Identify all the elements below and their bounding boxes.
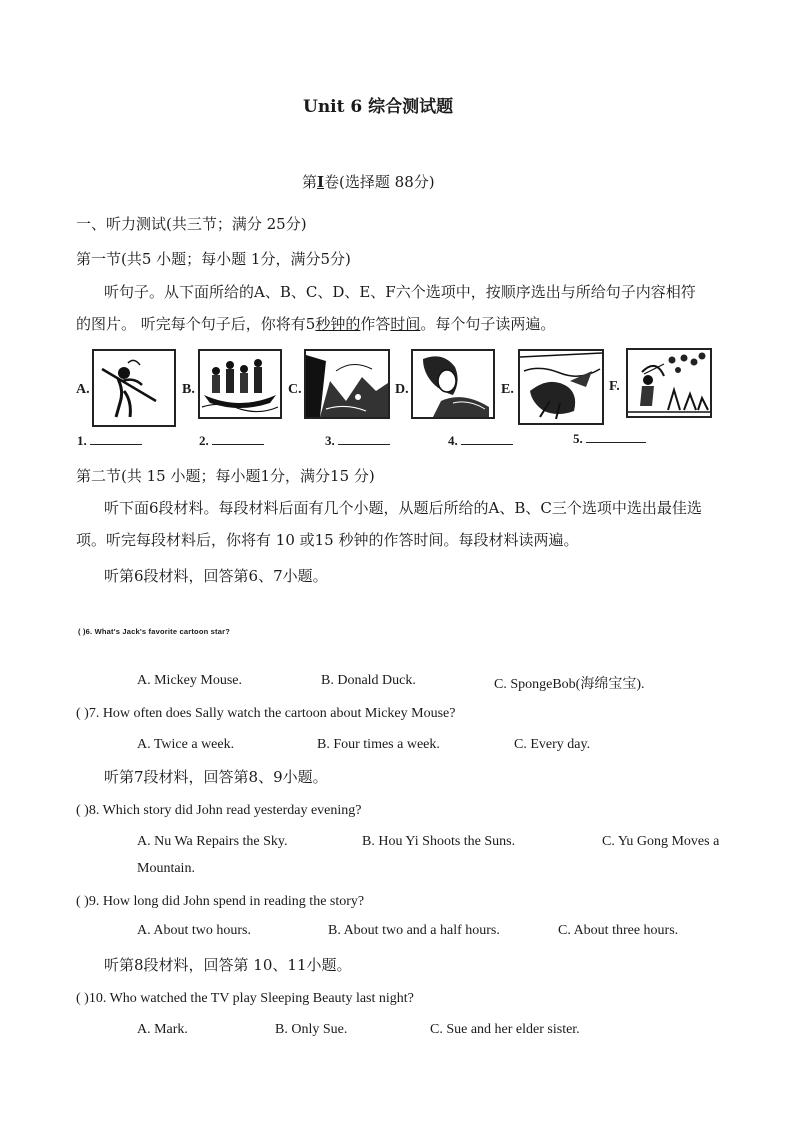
boat-crowd-icon: [198, 349, 282, 419]
q9-option-b[interactable]: B. About two and a half hours.: [328, 923, 500, 938]
q10-option-c[interactable]: C. Sue and her elder sister.: [430, 1022, 580, 1037]
answer-blank-5[interactable]: [573, 431, 646, 447]
monkey-king-icon: [92, 349, 176, 427]
section1-heading: 第一节(共5 小题；每小题 1分，满分5分): [76, 250, 351, 268]
q6-option-a[interactable]: A. Mickey Mouse.: [137, 673, 242, 688]
volume-suffix: 卷(选择题 88分): [324, 173, 435, 191]
q7-option-b[interactable]: B. Four times a week.: [317, 737, 440, 752]
blank-number: 2.: [199, 433, 209, 448]
q10-option-a[interactable]: A. Mark.: [137, 1022, 188, 1037]
q8-option-b[interactable]: B. Hou Yi Shoots the Suns.: [362, 834, 516, 849]
q6-option-c[interactable]: C. SpongeBob(海绵宝宝).: [494, 677, 645, 692]
question-10: ( )10. Who watched the TV play Sleeping Beauty last night?: [76, 991, 414, 1006]
picture-label-c: C.: [288, 382, 302, 397]
page-title: Unit 6 综合测试题: [303, 97, 454, 117]
picture-label-d: D.: [395, 382, 409, 397]
question-6: ( )6. What's Jack's favorite cartoon star?: [78, 627, 231, 636]
question-9: ( )9. How long did John spend in reading the story?: [76, 894, 365, 909]
q7-option-a[interactable]: A. Twice a week.: [137, 737, 235, 752]
section1-instruction-line2: [76, 313, 555, 334]
material-8-heading: 听第8段材料，回答第 10、11小题。: [104, 956, 352, 974]
instr-text: 作答: [360, 315, 391, 333]
archer-shooting-suns-icon: [626, 348, 712, 418]
figure-in-sky-icon: [518, 349, 604, 425]
material-6-heading: 听第6段材料，回答第6、7小题。: [104, 567, 328, 585]
answer-blank-3[interactable]: [325, 433, 390, 449]
q10-option-b[interactable]: B. Only Sue.: [275, 1022, 348, 1037]
instr-text: 的图片。 听完每个句子后，你将有5: [76, 315, 316, 333]
picture-label-e: E.: [501, 382, 514, 397]
mountain-landscape-icon: [304, 349, 390, 419]
section2-instruction-line1: 听下面6段材料。每段材料后面有几个小题，从题后所给的A、B、C三个选项中选出最佳选: [104, 499, 702, 517]
q9-option-c[interactable]: C. About three hours.: [558, 923, 679, 938]
answer-blank-2[interactable]: [199, 433, 264, 449]
material-7-heading: 听第7段材料，回答第8、9小题。: [104, 768, 328, 786]
blank-number: 5.: [573, 431, 583, 446]
question-8: ( )8. Which story did John read yesterday evening?: [76, 803, 362, 818]
section1-instruction-line1: 听句子。从下面所给的A、B、C、D、E、F六个选项中，按顺序选出与所给句子内容相符: [104, 283, 696, 301]
q9-option-a[interactable]: A. About two hours.: [137, 923, 251, 938]
blank-number: 4.: [448, 433, 458, 448]
blank-number: 3.: [325, 433, 335, 448]
blank-number: 1.: [77, 433, 87, 448]
part1-heading: 一、听力测试(共三节；满分 25分): [76, 215, 307, 233]
question-7: ( )7. How often does Sally watch the cartoon about Mickey Mouse?: [76, 706, 456, 721]
volume-heading: [302, 171, 435, 192]
volume-prefix: 第: [302, 173, 318, 191]
instr-underlined-text: 秒钟的: [315, 315, 361, 333]
q6-option-b[interactable]: B. Donald Duck.: [321, 673, 416, 688]
q8-option-c[interactable]: C. Yu Gong Moves a: [602, 834, 720, 849]
answer-blank-4[interactable]: [448, 433, 513, 449]
picture-label-f: F.: [609, 379, 620, 394]
answer-blank-1[interactable]: [77, 433, 142, 449]
volume-numeral: I: [317, 173, 325, 191]
picture-label-b: B.: [182, 382, 195, 397]
sleeping-beauty-icon: [411, 349, 495, 419]
q7-option-c[interactable]: C. Every day.: [514, 737, 591, 752]
section2-instruction-line2: 项。听完每段材料后，你将有 10 或15 秒钟的作答时间。每段材料读两遍。: [76, 531, 579, 549]
q8-option-a[interactable]: A. Nu Wa Repairs the Sky.: [137, 834, 288, 849]
instr-underlined-text: 时间: [390, 315, 421, 333]
picture-label-a: A.: [76, 382, 90, 397]
instr-text: 。每个句子读两遍。: [420, 315, 556, 333]
q8-option-c-continued: Mountain.: [137, 861, 195, 876]
section2-heading: 第二节(共 15 小题；每小题1分，满分15 分): [76, 467, 375, 485]
